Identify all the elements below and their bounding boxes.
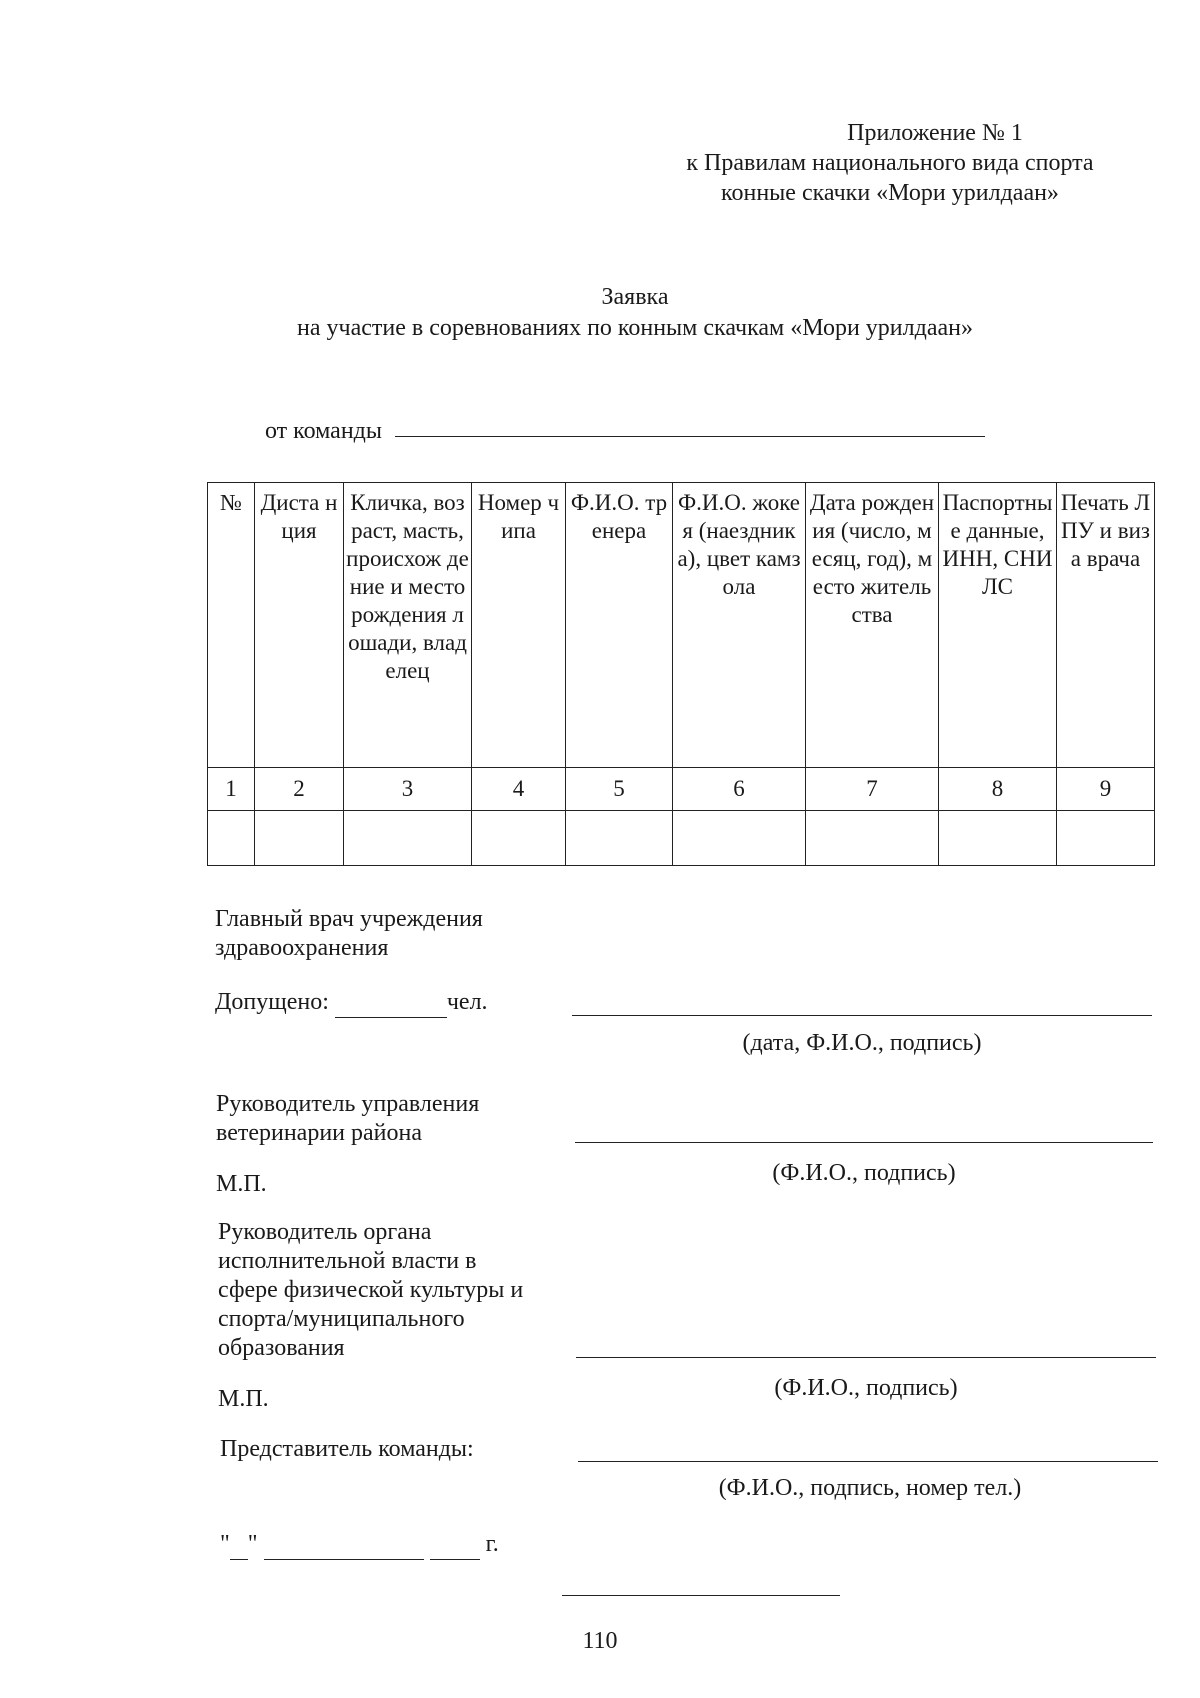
header-cell: Ф.И.О. жокея (наездника), цвет камзола — [673, 483, 806, 768]
header-cell: Ф.И.О. тренера — [566, 483, 673, 768]
date-line — [220, 1530, 499, 1560]
table-cell-empty[interactable] — [939, 811, 1057, 866]
admitted-line — [215, 988, 488, 1018]
appendix-header — [640, 118, 1140, 208]
header-cell: Печать ЛПУ и виза врача — [1057, 483, 1155, 768]
table-row — [208, 811, 1155, 866]
table-cell-empty[interactable] — [806, 811, 939, 866]
stamp-place-2: М.П. — [218, 1386, 269, 1412]
caption-name-signature-2: (Ф.И.О., подпись) — [774, 1375, 958, 1401]
chief-doctor-label: Главный врач учреждения здравоохранения — [215, 906, 483, 961]
table-cell-empty[interactable] — [472, 811, 566, 866]
number-cell: 3 — [344, 768, 472, 811]
stamp-place-1: М.П. — [216, 1171, 267, 1197]
title-line-2: на участие в соревнованиях по конным скачкам «Мори урилдаан» — [297, 315, 973, 341]
table-cell-empty[interactable] — [255, 811, 344, 866]
team-representative-label: Представитель команды: — [220, 1436, 474, 1462]
signature-line-doctor[interactable] — [572, 1015, 1152, 1016]
month-field[interactable] — [264, 1530, 424, 1560]
admitted-label: Допущено: — [215, 989, 329, 1015]
footer-separator — [562, 1595, 840, 1596]
number-cell: 1 — [208, 768, 255, 811]
authority-head-label: Руководитель органа исполнительной власти в сфере физической культуры и спорта/муниципального образования — [218, 1219, 524, 1361]
admitted-unit: чел. — [446, 989, 488, 1015]
date-quote-open: " — [220, 1531, 230, 1557]
appendix-line-2: к Правилам национального вида спорта — [686, 150, 1094, 176]
day-field[interactable] — [230, 1530, 248, 1560]
header-cell: Кличка, возраст, масть, происхож дение и место рождения лошади, владелец — [344, 483, 472, 768]
header-cell: № — [208, 483, 255, 768]
admitted-count-field[interactable] — [335, 988, 447, 1018]
signature-line-vet[interactable] — [575, 1142, 1153, 1143]
number-cell: 8 — [939, 768, 1057, 811]
document-title — [200, 282, 1070, 344]
table-cell-empty[interactable] — [566, 811, 673, 866]
title-line-1: Заявка — [601, 284, 669, 310]
table-cell-empty[interactable] — [673, 811, 806, 866]
table-cell-empty[interactable] — [1057, 811, 1155, 866]
header-cell: Диста нция — [255, 483, 344, 768]
caption-date-name-signature: (дата, Ф.И.О., подпись) — [742, 1030, 982, 1056]
caption-name-signature-1: (Ф.И.О., подпись) — [772, 1160, 956, 1186]
number-cell: 4 — [472, 768, 566, 811]
table-number-row — [208, 768, 1155, 811]
header-cell: Номер чипа — [472, 483, 566, 768]
appendix-line-3: конные скачки «Мори урилдаан» — [721, 180, 1059, 206]
header-cell: Дата рождения (число, месяц, год), место жительства — [806, 483, 939, 768]
vet-head-label: Руководитель управления ветеринарии района — [216, 1091, 480, 1146]
appendix-line-1: Приложение № 1 — [847, 120, 1023, 146]
year-field[interactable] — [430, 1530, 480, 1560]
page-number: 110 — [582, 1628, 618, 1654]
header-cell: Паспортные данные, ИНН, СНИЛС — [939, 483, 1057, 768]
table-cell-empty[interactable] — [208, 811, 255, 866]
signature-line-authority[interactable] — [576, 1357, 1156, 1358]
number-cell: 6 — [673, 768, 806, 811]
number-cell: 9 — [1057, 768, 1155, 811]
caption-name-signature-phone: (Ф.И.О., подпись, номер тел.) — [718, 1475, 1022, 1501]
signature-line-representative[interactable] — [578, 1461, 1158, 1462]
table-cell-empty[interactable] — [344, 811, 472, 866]
team-field-line[interactable] — [395, 436, 985, 437]
number-cell: 2 — [255, 768, 344, 811]
application-table — [207, 482, 1155, 866]
number-cell: 5 — [566, 768, 673, 811]
year-suffix: г. — [485, 1531, 499, 1557]
date-quote-close: " — [247, 1531, 258, 1557]
table-header-row — [208, 483, 1155, 768]
number-cell: 7 — [806, 768, 939, 811]
team-label: от команды — [265, 418, 383, 444]
